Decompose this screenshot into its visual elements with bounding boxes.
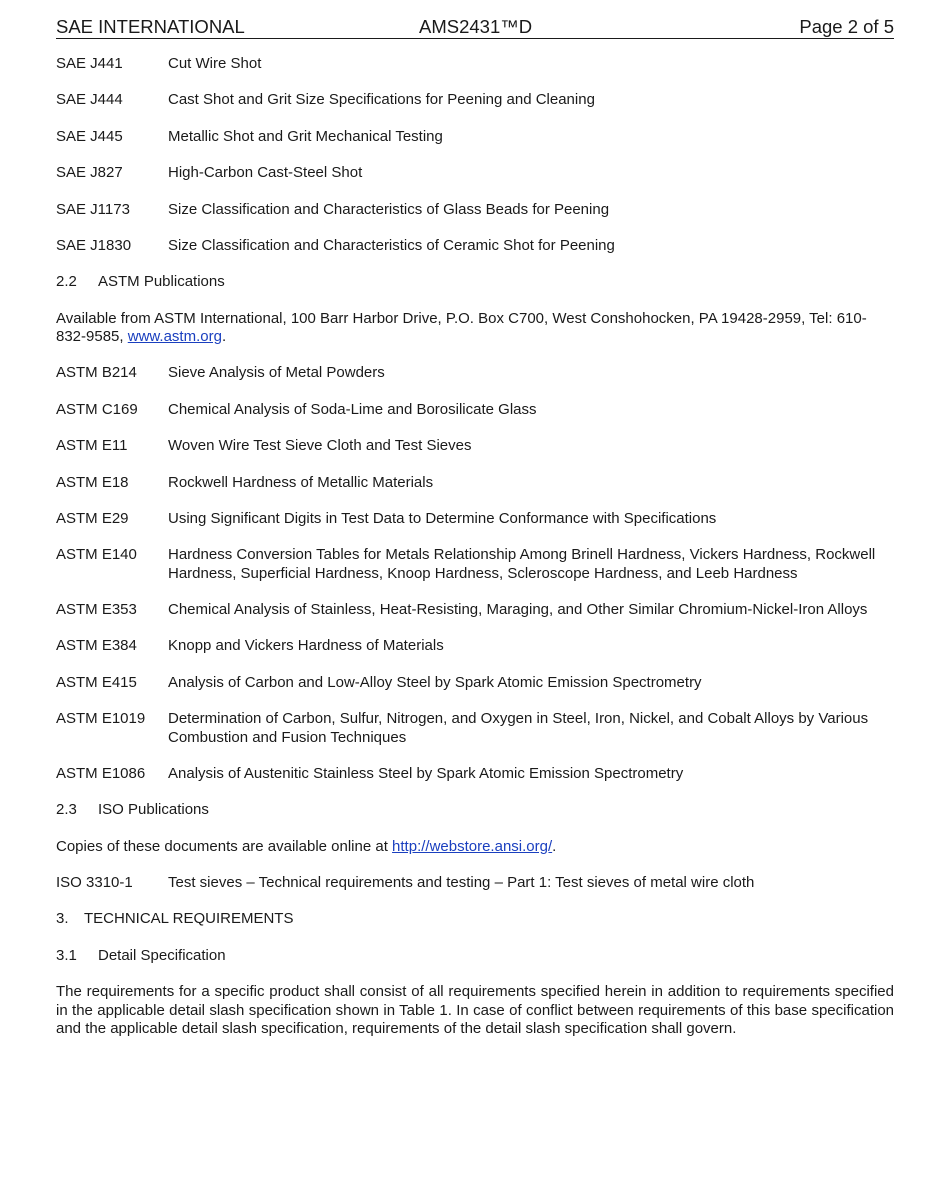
reference-item — [56, 201, 894, 219]
astm-availability-paragraph: Available from ASTM International, 100 Barr Harbor Drive, P.O. Box C700, West Conshohocken, PA 19428-2959, Tel: 610-832-9585, www.astm.org. — [56, 309, 867, 346]
section-number: 2.3 — [56, 801, 77, 819]
iso-reference-list — [56, 874, 894, 892]
reference-title: Chemical Analysis of Stainless, Heat-Resisting, Maraging, and Other Similar Chromium-Nickel-Iron Alloys — [168, 601, 868, 619]
reference-item — [56, 91, 894, 109]
reference-title: Size Classification and Characteristics of Ceramic Shot for Peening — [168, 236, 615, 254]
reference-code: ASTM E18 — [56, 473, 129, 491]
reference-code: ASTM E415 — [56, 673, 137, 691]
reference-code: ISO 3310-1 — [56, 874, 133, 892]
reference-title: Analysis of Carbon and Low-Alloy Steel by Spark Atomic Emission Spectrometry — [168, 673, 702, 691]
reference-code: SAE J445 — [56, 127, 123, 145]
section-heading-2-3 — [56, 801, 894, 819]
section-number: 3.1 — [56, 946, 77, 964]
reference-item — [56, 637, 894, 655]
astm-reference-list — [56, 364, 894, 783]
reference-title: Cast Shot and Grit Size Specifications for Peening and Cleaning — [168, 91, 595, 109]
reference-title: Woven Wire Test Sieve Cloth and Test Sieves — [168, 437, 472, 455]
section-title: Detail Specification — [98, 946, 226, 964]
reference-code: ASTM E353 — [56, 601, 137, 619]
section-title: TECHNICAL REQUIREMENTS — [84, 910, 294, 928]
reference-item — [56, 710, 894, 747]
reference-item — [56, 874, 894, 892]
reference-title: Hardness Conversion Tables for Metals Relationship Among Brinell Hardness, Vickers Hardness, Rockwell Hardness, Superficial Hardness, Knoop Hardness, Scleroscope Hardness, and Leeb Hardness — [168, 546, 876, 582]
reference-code: ASTM E29 — [56, 509, 129, 527]
reference-item — [56, 55, 894, 73]
reference-code: ASTM E1019 — [56, 710, 146, 728]
reference-title: Chemical Analysis of Soda-Lime and Borosilicate Glass — [168, 400, 537, 418]
section-heading-3 — [56, 910, 894, 928]
reference-title: Determination of Carbon, Sulfur, Nitrogen, and Oxygen in Steel, Iron, Nickel, and Cobalt Alloys by Various Combustion and Fusion Techniques — [168, 710, 869, 746]
astm-website-link[interactable]: www.astm.org — [127, 328, 222, 346]
reference-code: ASTM E11 — [56, 437, 128, 455]
reference-code: SAE J1173 — [56, 200, 130, 218]
iso-availability-paragraph: Copies of these documents are available online at http://webstore.ansi.org/. — [56, 837, 557, 855]
reference-item — [56, 437, 894, 455]
reference-title: Cut Wire Shot — [168, 55, 262, 72]
reference-title: Knopp and Vickers Hardness of Materials — [168, 637, 444, 655]
reference-title: Analysis of Austenitic Stainless Steel by Spark Atomic Emission Spectrometry — [168, 764, 684, 782]
reference-title: Test sieves – Technical requirements and testing – Part 1: Test sieves of metal wire cloth — [168, 874, 755, 892]
reference-code: ASTM B214 — [56, 364, 137, 382]
reference-item — [56, 474, 894, 492]
reference-item — [56, 401, 894, 419]
header-doc-id: AMS2431™D — [419, 16, 533, 37]
section-number: 3. — [56, 910, 69, 928]
reference-code: SAE J441 — [56, 55, 123, 72]
reference-title: Size Classification and Characteristics of Glass Beads for Peening — [168, 200, 610, 218]
document-body — [56, 55, 894, 1056]
reference-title: Using Significant Digits in Test Data to Determine Conformance with Specifications — [168, 509, 717, 527]
section-heading-3-1 — [56, 947, 894, 965]
reference-code: ASTM E384 — [56, 637, 137, 655]
section-title: ASTM Publications — [98, 273, 225, 291]
reference-code: SAE J1830 — [56, 236, 132, 254]
reference-item — [56, 765, 894, 783]
section-title: ISO Publications — [98, 801, 209, 819]
reference-code: ASTM E140 — [56, 546, 137, 564]
reference-code: SAE J827 — [56, 164, 123, 182]
reference-item — [56, 674, 894, 692]
reference-title: Metallic Shot and Grit Mechanical Testing — [168, 127, 443, 145]
section-number: 2.2 — [56, 273, 77, 291]
reference-code: ASTM E1086 — [56, 764, 146, 782]
reference-code: SAE J444 — [56, 91, 123, 109]
reference-code: ASTM C169 — [56, 400, 138, 418]
reference-title: Rockwell Hardness of Metallic Materials — [168, 473, 434, 491]
reference-item — [56, 237, 894, 255]
header-org: SAE INTERNATIONAL — [56, 16, 245, 37]
reference-item — [56, 546, 894, 583]
reference-title: High-Carbon Cast-Steel Shot — [168, 164, 363, 182]
reference-item — [56, 510, 894, 528]
reference-item — [56, 601, 894, 619]
header-page-number: Page 2 of 5 — [799, 16, 894, 37]
section-heading-2-2 — [56, 273, 894, 291]
reference-item — [56, 364, 894, 382]
sae-reference-list — [56, 55, 894, 255]
detail-specification-paragraph: The requirements for a specific product shall consist of all requirements specified herein in addition to requirements specified in the applicable detail slash specification shown in Table 1. In case of conflict between requirements of this base specification and the applicable detail slash specification, requirements of the detail slash specification shall govern. — [56, 983, 894, 1037]
reference-item — [56, 164, 894, 182]
page-header — [56, 16, 894, 39]
ansi-webstore-link[interactable]: http://webstore.ansi.org/ — [392, 837, 553, 855]
reference-item — [56, 128, 894, 146]
reference-title: Sieve Analysis of Metal Powders — [168, 364, 385, 382]
